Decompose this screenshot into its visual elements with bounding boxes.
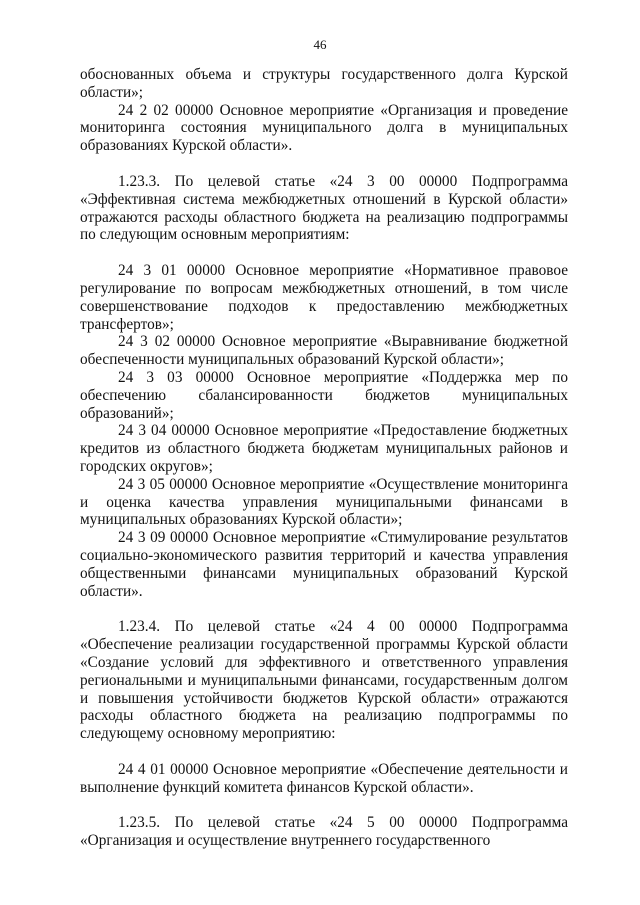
paragraph-section-1-23-4: 1.23.4. По целевой статье «24 4 00 00000 Подпрограмма «Обеспечение реализации государственной программы Курской области «Создание условий для эффективного и ответственного управления региональными и муниципальными финансами, государственным долгом и повышения устойчивости бюджетов Курской области» отражаются расходы областного бюджета на реализацию подпрограммы по следующему основному мероприятию: (80, 618, 568, 743)
paragraph-measure-24-3-05: 24 3 05 00000 Основное мероприятие «Осуществление мониторинга и оценка качества управления муниципальными финансами в муниципальных образованиях Курской области»; (80, 475, 568, 529)
paragraph-measure-24-3-09: 24 3 09 00000 Основное мероприятие «Стимулирование результатов социально-экономического развития территорий и качества управления общественными финансами муниципальных образований Курской области». (80, 529, 568, 600)
paragraph-measure-24-3-03: 24 3 03 00000 Основное мероприятие «Поддержка мер по обеспечению сбалансированности бюджетов муниципальных образований»; (80, 368, 568, 422)
page-number: 46 (313, 37, 327, 52)
paragraph-measure-24-3-01: 24 3 01 00000 Основное мероприятие «Нормативное правовое регулирование по вопросам межбюджетных отношений, в том числе совершенствование подходов к предоставлению межбюджетных трансфертов»; (80, 262, 568, 333)
paragraph-measure-24-3-04: 24 3 04 00000 Основное мероприятие «Предоставление бюджетных кредитов из областного бюджета бюджетам муниципальных районов и городских округов»; (80, 422, 568, 475)
paragraph-section-1-23-5: 1.23.5. По целевой статье «24 5 00 00000 Подпрограмма «Организация и осуществление внутреннего государственного (80, 814, 568, 850)
document-body (80, 66, 568, 850)
paragraph-debt-structure-continued: обоснованных объема и структуры государственного долга Курской области»; (80, 66, 568, 101)
paragraph-section-1-23-3: 1.23.3. По целевой статье «24 3 00 00000 Подпрограмма «Эффективная система межбюджетных отношений в Курской области» отражаются расходы областного бюджета на реализацию подпрограммы по следующим основным мероприятиям: (80, 172, 568, 244)
paragraph-measure-24-2-02: 24 2 02 00000 Основное мероприятие «Организация и проведение мониторинга состояния муниципального долга в муниципальных образованиях Курской области». (80, 101, 568, 155)
paragraph-measure-24-3-02: 24 3 02 00000 Основное мероприятие «Выравнивание бюджетной обеспеченности муниципальных образований Курской области»; (80, 333, 568, 369)
paragraph-measure-24-4-01: 24 4 01 00000 Основное мероприятие «Обеспечение деятельности и выполнение функций комитета финансов Курской области». (80, 760, 568, 796)
